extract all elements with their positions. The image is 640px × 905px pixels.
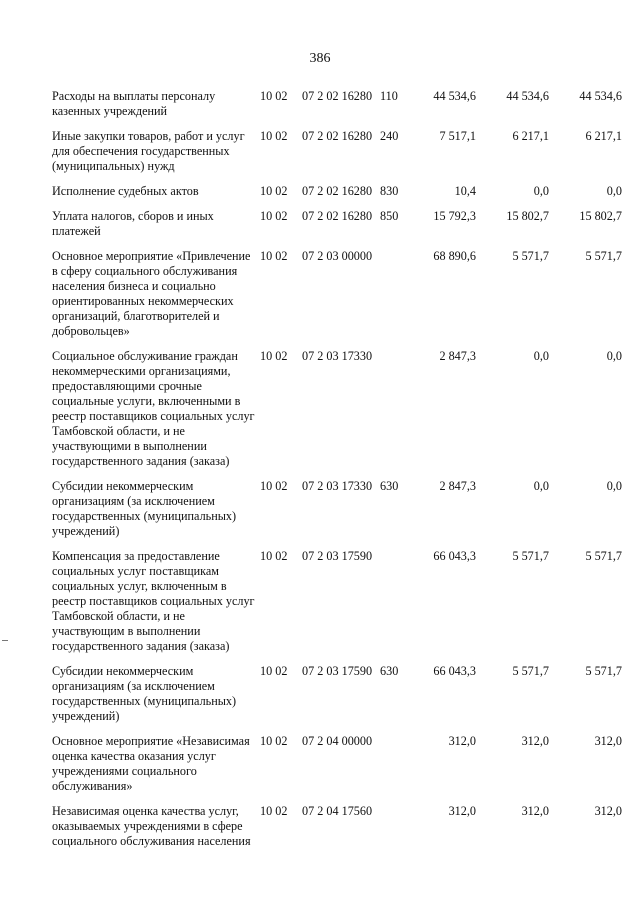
row-expense-type bbox=[380, 549, 408, 664]
table-row bbox=[52, 349, 622, 479]
row-target-article: 07 2 03 17590 bbox=[302, 549, 373, 563]
row-target-article: 07 2 02 16280 bbox=[302, 129, 373, 143]
row-target-article: 07 2 02 16280 bbox=[302, 209, 373, 223]
row-name: Основное мероприятие «Привлечение в сферу социального обслуживания населения бизнеса и социально ориентированных некоммерческих организаций, благотворителей и добровольцев» bbox=[52, 249, 251, 338]
row-amount-1: 44 534,6 bbox=[433, 89, 476, 103]
row-expense-type: 830 bbox=[380, 184, 399, 198]
row-amount-3: 5 571,7 bbox=[585, 664, 622, 678]
row-amount-1: 312,0 bbox=[448, 804, 476, 818]
row-amount-2: 0,0 bbox=[533, 479, 549, 493]
row-section-code: 10 02 bbox=[260, 349, 288, 363]
row-target-article: 07 2 02 16280 bbox=[302, 89, 373, 103]
row-target-article: 07 2 03 17590 bbox=[302, 664, 373, 678]
row-section-code: 10 02 bbox=[260, 249, 288, 263]
row-section-code: 10 02 bbox=[260, 804, 288, 818]
row-section-code: 10 02 bbox=[260, 89, 288, 103]
row-amount-1: 10,4 bbox=[454, 184, 476, 198]
row-amount-2: 312,0 bbox=[521, 734, 549, 748]
table-row bbox=[52, 664, 622, 734]
row-amount-2: 0,0 bbox=[533, 349, 549, 363]
row-name: Основное мероприятие «Независимая оценка качества оказания услуг учреждениями социального обслуживания» bbox=[52, 734, 250, 793]
row-amount-3: 312,0 bbox=[594, 734, 622, 748]
table-row bbox=[52, 479, 622, 549]
row-expense-type: 630 bbox=[380, 664, 399, 678]
row-amount-2: 6 217,1 bbox=[512, 129, 549, 143]
row-section-code: 10 02 bbox=[260, 549, 288, 563]
row-name: Субсидии некоммерческим организациям (за исключением государственных (муниципальных) учреждений) bbox=[52, 664, 237, 723]
row-name: Компенсация за предоставление социальных услуг поставщикам социальных услуг, включенным в реестр поставщиков социальных услуг Тамбовской области, и не участвующим в выполнении государственного задания (заказа) bbox=[52, 549, 255, 653]
row-name: Иные закупки товаров, работ и услуг для обеспечения государственных (муниципальных) нужд bbox=[52, 129, 245, 173]
table-row bbox=[52, 209, 622, 249]
page-number: 386 bbox=[309, 51, 331, 66]
row-expense-type: 110 bbox=[380, 89, 398, 103]
row-target-article: 07 2 02 16280 bbox=[302, 184, 373, 198]
row-target-article: 07 2 03 17330 bbox=[302, 479, 373, 493]
table-row bbox=[52, 129, 622, 184]
row-name: Независимая оценка качества услуг, оказываемых учреждениями в сфере социального обслуживания населения bbox=[52, 804, 251, 848]
row-name: Расходы на выплаты персоналу казенных учреждений bbox=[52, 89, 216, 118]
row-amount-3: 0,0 bbox=[606, 479, 622, 493]
row-amount-1: 68 890,6 bbox=[433, 249, 476, 263]
row-amount-2: 15 802,7 bbox=[506, 209, 549, 223]
row-section-code: 10 02 bbox=[260, 479, 288, 493]
row-expense-type bbox=[380, 249, 408, 349]
row-amount-1: 2 847,3 bbox=[439, 479, 476, 493]
row-target-article: 07 2 04 17560 bbox=[302, 804, 373, 818]
table-row bbox=[52, 549, 622, 664]
row-section-code: 10 02 bbox=[260, 664, 288, 678]
row-amount-3: 0,0 bbox=[606, 349, 622, 363]
row-amount-2: 5 571,7 bbox=[512, 549, 549, 563]
row-section-code: 10 02 bbox=[260, 209, 288, 223]
margin-mark bbox=[2, 640, 8, 641]
row-section-code: 10 02 bbox=[260, 184, 288, 198]
row-name: Уплата налогов, сборов и иных платежей bbox=[52, 209, 214, 238]
row-target-article: 07 2 03 17330 bbox=[302, 349, 373, 363]
row-expense-type: 240 bbox=[380, 129, 399, 143]
row-expense-type bbox=[380, 734, 408, 804]
row-section-code: 10 02 bbox=[260, 129, 288, 143]
table-row bbox=[52, 804, 622, 859]
row-target-article: 07 2 03 00000 bbox=[302, 249, 373, 263]
row-amount-1: 66 043,3 bbox=[433, 549, 476, 563]
table-row bbox=[52, 249, 622, 349]
row-amount-1: 15 792,3 bbox=[433, 209, 476, 223]
row-amount-2: 0,0 bbox=[533, 184, 549, 198]
row-expense-type bbox=[380, 804, 408, 859]
row-amount-3: 0,0 bbox=[606, 184, 622, 198]
row-amount-2: 44 534,6 bbox=[506, 89, 549, 103]
row-expense-type: 630 bbox=[380, 479, 399, 493]
row-name: Исполнение судебных актов bbox=[52, 184, 199, 198]
row-expense-type: 850 bbox=[380, 209, 399, 223]
row-name: Социальное обслуживание граждан некоммерческими организациями, предоставляющими срочные социальные услуги, включенными в реестр поставщиков социальных услуг Тамбовской области, и не участвующими в выполнении государственного задания (заказа) bbox=[52, 349, 255, 468]
row-amount-3: 44 534,6 bbox=[579, 89, 622, 103]
row-amount-1: 2 847,3 bbox=[439, 349, 476, 363]
row-amount-1: 312,0 bbox=[448, 734, 476, 748]
table-row bbox=[52, 184, 622, 209]
row-amount-2: 5 571,7 bbox=[512, 249, 549, 263]
row-amount-3: 15 802,7 bbox=[579, 209, 622, 223]
row-section-code: 10 02 bbox=[260, 734, 288, 748]
row-target-article: 07 2 04 00000 bbox=[302, 734, 373, 748]
row-amount-3: 6 217,1 bbox=[585, 129, 622, 143]
table-row bbox=[52, 89, 622, 129]
row-amount-3: 5 571,7 bbox=[585, 249, 622, 263]
row-amount-3: 5 571,7 bbox=[585, 549, 622, 563]
row-amount-3: 312,0 bbox=[594, 804, 622, 818]
budget-table bbox=[52, 89, 622, 859]
row-amount-1: 7 517,1 bbox=[439, 129, 476, 143]
table-row bbox=[52, 734, 622, 804]
row-amount-1: 66 043,3 bbox=[433, 664, 476, 678]
row-amount-2: 5 571,7 bbox=[512, 664, 549, 678]
row-expense-type bbox=[380, 349, 408, 479]
row-amount-2: 312,0 bbox=[521, 804, 549, 818]
row-name: Субсидии некоммерческим организациям (за исключением государственных (муниципальных) учреждений) bbox=[52, 479, 237, 538]
